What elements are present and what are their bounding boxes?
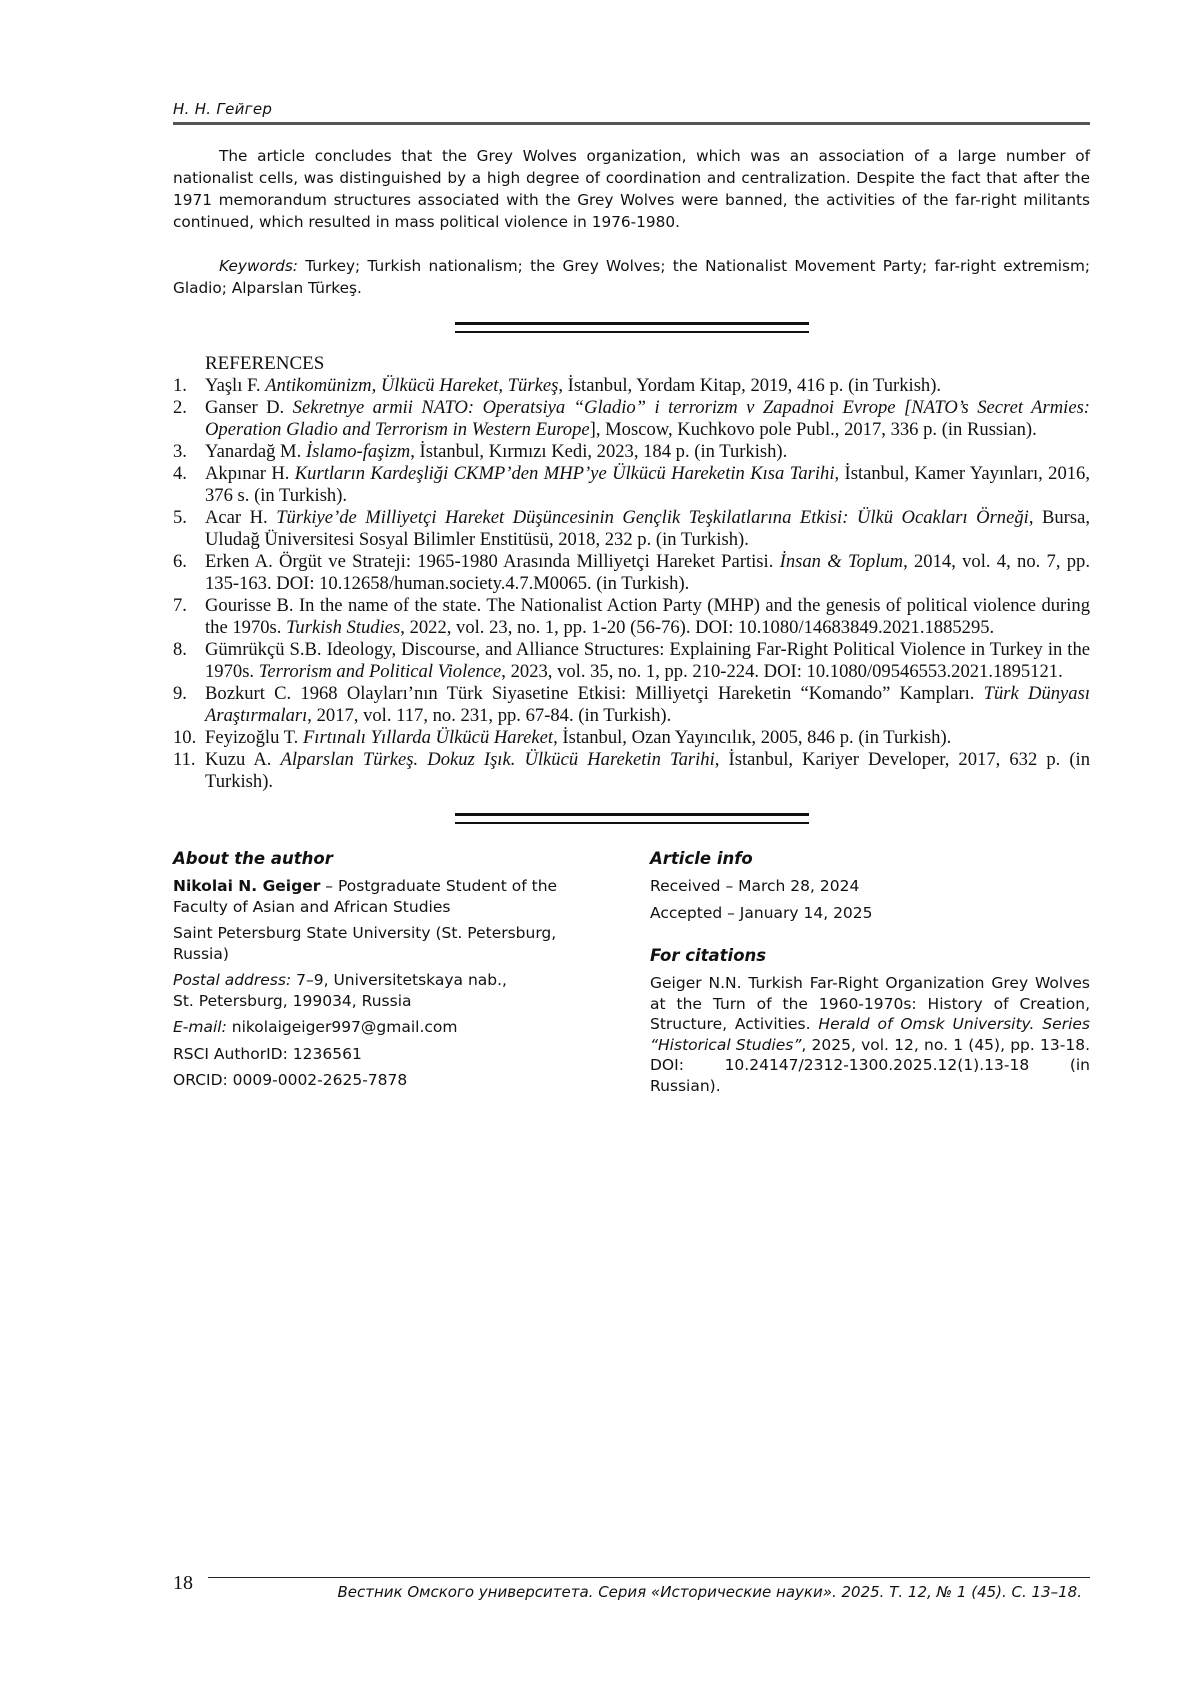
citation-post: , 2025, vol. 12, no. 1 (45), pp. 13-18. DOI: 10.24147/2312-1300.2025.12(1).13-18 (in Russian). <box>650 1035 1090 1095</box>
reference-title: Antikomünizm, Ülkücü Hareket, Türkeş <box>265 375 559 396</box>
abstract-paragraph: The article concludes that the Grey Wolves organization, which was an association of a large number of nationalist cells, was distinguished by a high degree of coordination and centralization. Despite the fact that after the 1971 memorandum structures associated with the Grey Wolves were banned, the activities of the far-right militants continued, which resulted in mass political violence in 1976-1980. <box>173 147 1090 231</box>
reference-item <box>173 441 1090 463</box>
accepted-date: Accepted – January 14, 2025 <box>650 903 873 922</box>
reference-text <box>205 639 1090 683</box>
postal-line-1: 7–9, Universitetskaya nab., <box>291 971 507 989</box>
reference-text <box>205 683 1090 727</box>
reference-text <box>205 727 1090 749</box>
reference-number: 10. <box>173 727 197 748</box>
author-position: – Postgraduate Student of the Faculty of Asian and African Studies <box>173 877 558 916</box>
reference-text <box>205 397 1090 441</box>
reference-authors: Gümrükçü S.B. Ideology, Discourse, and Alliance Structures: Explaining Far-Right Political Violence in Turkey in the 1970s. <box>205 639 1090 682</box>
reference-details: , İstanbul, Ozan Yayıncılık, 2005, 846 p. (in Turkish). <box>553 727 952 748</box>
reference-title: İslamo-faşizm <box>305 441 411 462</box>
reference-details: , 2017, vol. 117, no. 231, pp. 67-84. (in Turkish). <box>307 705 672 726</box>
reference-authors: Yaşlı F. <box>205 375 266 396</box>
references-heading: REFERENCES <box>205 353 325 374</box>
author-name-line <box>173 876 613 917</box>
postal-line-2: St. Petersburg, 199034, Russia <box>173 991 412 1010</box>
reference-text <box>205 551 1090 595</box>
reference-details: , Bursa, Uludağ Üniversitesi Sosyal Bilimler Enstitüsü, 2018, 232 p. (in Turkish). <box>205 507 1091 550</box>
footer-rule <box>208 1577 1090 1578</box>
author-postal-address <box>173 970 613 1011</box>
references-list <box>173 375 1090 793</box>
reference-details: , İstanbul, Kamer Yayınları, 2016, 376 s. (in Turkish). <box>205 463 1090 506</box>
author-email[interactable]: nikolaigeiger997@gmail.com <box>226 1018 458 1036</box>
reference-details: ], Moscow, Kuchkovo pole Publ., 2017, 336 p. (in Russian). <box>589 419 1037 440</box>
reference-title: Türkiye’de Milliyetçi Hareket Düşüncesinin Gençlik Teşkilatlarına Etkisi: Ülkü Ocakları Örneği <box>276 507 1029 528</box>
reference-title: Alparslan Türkeş. Dokuz Işık. Ülkücü Hareketin Tarihi <box>280 749 715 770</box>
reference-text <box>205 441 1090 463</box>
reference-title: İnsan & Toplum <box>779 551 904 572</box>
reference-item <box>173 727 1090 749</box>
reference-number: 6. <box>173 551 187 572</box>
reference-item <box>173 595 1090 639</box>
reference-details: , İstanbul, Kırmızı Kedi, 2023, 184 p. (in Turkish). <box>410 441 788 462</box>
page-number: 18 <box>173 1572 193 1594</box>
reference-authors: Feyizoğlu T. <box>205 727 303 748</box>
reference-authors: Ganser D. <box>205 397 293 418</box>
author-orcid: ORCID: 0009-0002-2625-7878 <box>173 1071 408 1089</box>
reference-number: 3. <box>173 441 187 462</box>
reference-details: , 2014, vol. 4, no. 7, pp. 135-163. DOI: 10.12658/human.society.4.7.M0065. (in Turkish). <box>205 551 1090 594</box>
author-rsci: RSCI AuthorID: 1236561 <box>173 1044 362 1063</box>
reference-number: 9. <box>173 683 187 704</box>
reference-authors: Yanardağ M. <box>205 441 306 462</box>
reference-details: , 2022, vol. 23, no. 1, pp. 1-20 (56-76). DOI: 10.1080/14683849.2021.1885295. <box>400 617 995 638</box>
author-email-line <box>173 1017 613 1038</box>
reference-text <box>205 507 1090 551</box>
citation-journal: Herald of Omsk University. Series “Historical Studies” <box>650 1015 1090 1054</box>
keywords-paragraph <box>173 255 1090 299</box>
received-date: Received – March 28, 2024 <box>650 877 860 895</box>
reference-title: Türk Dünyası Araştırmaları <box>205 683 1091 726</box>
citation-block <box>650 945 1090 1096</box>
author-affiliation: Saint Petersburg State University (St. Petersburg, Russia) <box>173 924 557 963</box>
reference-authors: Erken A. Örgüt ve Strateji: 1965-1980 Arasında Milliyetçi Hareket Partisi. <box>205 551 780 572</box>
reference-number: 2. <box>173 397 187 418</box>
citation-text <box>650 973 1090 1096</box>
postal-label: Postal address: <box>173 971 292 989</box>
reference-title: Fırtınalı Yıllarda Ülkücü Hareket <box>302 727 554 748</box>
reference-item <box>173 397 1090 441</box>
reference-item <box>173 463 1090 507</box>
reference-authors: Kuzu A. <box>205 749 281 770</box>
reference-item <box>173 375 1090 397</box>
reference-authors: Akpınar H. <box>205 463 295 484</box>
reference-title: Kurtların Kardeşliği CKMP’den MHP’ye Ülkücü Hareketin Kısa Tarihi <box>294 463 835 484</box>
section-divider <box>455 322 809 333</box>
reference-text <box>205 749 1090 793</box>
reference-number: 1. <box>173 375 187 396</box>
keywords-label: Keywords: <box>219 257 298 275</box>
citation-pre: Geiger N.N. Turkish Far-Right Organization Grey Wolves at the Turn of the 1960-1970s: History of Creation, Structure, Activities. <box>650 974 1090 1033</box>
email-label: E-mail: <box>173 1018 227 1036</box>
reference-details: , İstanbul, Kariyer Developer, 2017, 632 p. (in Turkish). <box>205 749 1091 792</box>
reference-authors: Acar H. <box>205 507 277 528</box>
reference-title: Terrorism and Political Violence <box>258 661 502 682</box>
reference-number: 8. <box>173 639 187 660</box>
reference-text <box>205 375 1090 397</box>
reference-item <box>173 507 1090 551</box>
reference-authors: Bozkurt C. 1968 Olayları’nın Türk Siyasetine Etkisi: Milliyetçi Hareketin “Komando” Kampları. <box>205 683 984 704</box>
article-info-block <box>650 848 1090 923</box>
reference-text <box>205 595 1090 639</box>
about-author-heading: About the author <box>173 849 333 868</box>
reference-title: Sekretnye armii NATO: Operatsiya “Gladio” i terrorizm v Zapadnoi Evrope [NATO’s Secret Armies: Operation Gladio and Terrorism in Western Europe <box>205 397 1091 440</box>
reference-item <box>173 683 1090 727</box>
reference-authors: Gourisse B. In the name of the state. The Nationalist Action Party (MHP) and the genesis of political violence during the 1970s. <box>205 595 1090 638</box>
reference-details: , 2023, vol. 35, no. 1, pp. 210-224. DOI: 10.1080/09546553.2021.1895121. <box>501 661 1063 682</box>
reference-number: 5. <box>173 507 187 528</box>
article-info-heading: Article info <box>650 849 753 868</box>
reference-item <box>173 551 1090 595</box>
reference-number: 7. <box>173 595 187 616</box>
citation-heading: For citations <box>650 946 767 965</box>
journal-footer: Вестник Омского университета. Серия «Исторические науки». 2025. Т. 12, № 1 (45). С. 13–18. <box>337 1583 1082 1601</box>
reference-text <box>205 463 1090 507</box>
section-divider <box>455 813 809 824</box>
reference-details: , İstanbul, Yordam Kitap, 2019, 416 p. (in Turkish). <box>558 375 942 396</box>
reference-number: 4. <box>173 463 187 484</box>
about-author-block <box>173 848 613 1096</box>
keywords-text: Turkey; Turkish nationalism; the Grey Wolves; the Nationalist Movement Party; far-right extremism; Gladio; Alparslan Türkeş. <box>173 257 1090 297</box>
running-head: Н. Н. Гейгер <box>173 100 1090 125</box>
reference-number: 11. <box>173 749 196 770</box>
reference-item <box>173 749 1090 793</box>
reference-item <box>173 639 1090 683</box>
reference-title: Turkish Studies <box>286 617 401 638</box>
author-name: Nikolai N. Geiger <box>173 877 321 895</box>
